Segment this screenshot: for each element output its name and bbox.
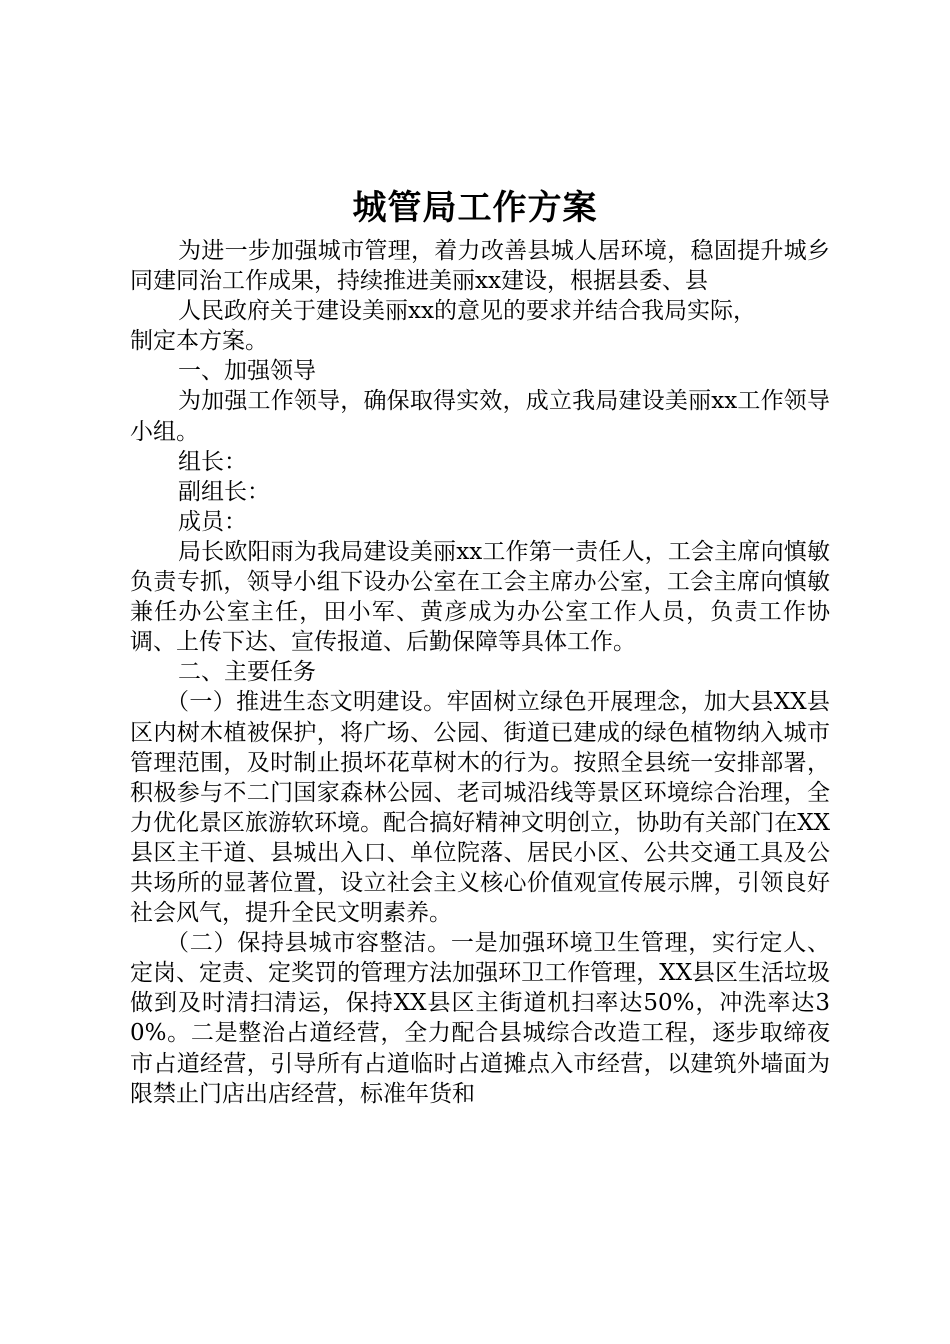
paragraph-leadership-group: 为加强工作领导，确保取得实效，成立我局建设美丽xx工作领导小组。 bbox=[130, 388, 830, 445]
section-heading-leadership: 一、加强领导 bbox=[178, 358, 316, 385]
paragraph-intro-end: 制定本方案。 bbox=[130, 328, 268, 355]
paragraph-intro: 为进一步加强城市管理，着力改善县城人居环境，稳固提升城乡同建同治工作成果，持续推进美丽xx建设，根据县委、县 bbox=[130, 238, 830, 295]
paragraph-task-ecology: （一）推进生态文明建设。牢固树立绿色开展理念，加大县XX县区内树木植被保护，将广场、公园、街道已建成的绿色植物纳入城市管理范围，及时制止损坏花草树木的行为。按照全县统一安排部署，积极参与不二门国家森林公园、老司城沿线等景区环境综合治理，全力优化景区旅游软环境。配合搞好精神文明创立，协助有关部门在XX县区主干道、县城出入口、单位院落、居民小区、公共交通工具及公共场所的显著位置，设立社会主义核心价值观宣传展示牌，引领良好社会风气，提升全民文明素养。 bbox=[130, 689, 830, 927]
document-body bbox=[130, 236, 830, 1109]
paragraph-responsibilities: 局长欧阳雨为我局建设美丽xx工作第一责任人，工会主席向慎敏负责专抓，领导小组下设办公室在工会主席办公室，工会主席向慎敏兼任办公室主任，田小军、黄彦成为办公室工作人员，负责工作协调、上传下达、宣传报道、后勤保障等具体工作。 bbox=[130, 538, 830, 656]
paragraph-intro-continued: 人民政府关于建设美丽xx的意见的要求并结合我局实际， bbox=[178, 298, 756, 325]
label-deputy-leader: 副组长： bbox=[178, 478, 270, 505]
paragraph-task-cleanliness: （二）保持县城市容整洁。一是加强环境卫生管理，实行定人、定岗、定责、定奖罚的管理方法加强环卫工作管理，XX县区生活垃圾做到及时清扫清运，保持XX县区主街道机扫率达50%，冲洗率达30%。二是整治占道经营，全力配合县城综合改造工程，逐步取缔夜市占道经营，引导所有占道临时占道摊点入市经营，以建筑外墙面为限禁止门店出店经营，标准年货和 bbox=[130, 930, 830, 1107]
section-heading-main-tasks: 二、主要任务 bbox=[178, 659, 316, 686]
label-group-leader: 组长： bbox=[178, 448, 247, 475]
document-title: 城管局工作方案 bbox=[352, 188, 598, 228]
label-members: 成员： bbox=[178, 508, 247, 535]
